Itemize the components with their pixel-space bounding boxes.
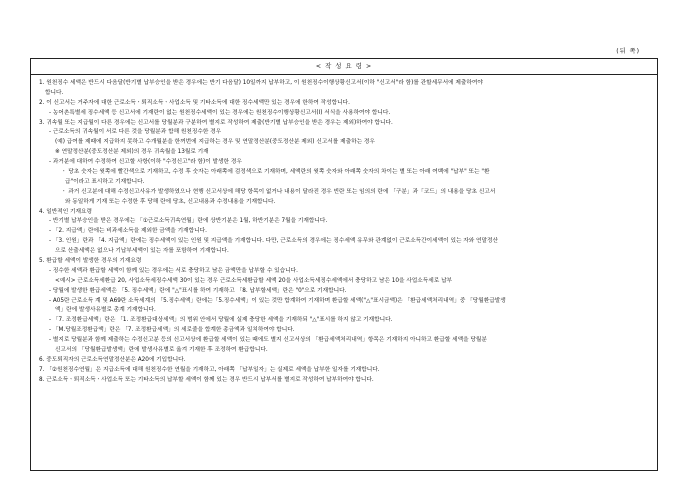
instruction-line: - A05란 근로소득 계 및 A69란 소득세계의 「5.징수세액」란에는「5.징수세액」이 있는 것만 합계하여 기재하며 환급할 세액("△"표시금액)은 「환급세액처리내역」중 「당월환급발생 <box>49 297 506 304</box>
instruction-line: ㆍ 과거 신고분에 대해 수정신고사유가 발생하였으나 현행 신고서상에 해당 항목이 없거나 내용이 달라진 경우 빈란 또는 임의의 란에 「구분」과「코드」의 내용을 당초 신고서 <box>61 188 496 195</box>
instruction-line: 8. 근로소득ㆍ퇴직소득ㆍ사업소득 또는 기타소득의 납부할 세액이 함께 있는 경우 반드시 납부서를 별지로 작성하여 납부하여야 합니다. <box>39 376 374 383</box>
instruction-line: (예) 급여를 제때에 지급하지 못하고 수개월분을 한꺼번에 지급하는 경우 및 연말정산분(중도정산분 제외) 신고서를 제출하는 경우 <box>55 139 375 146</box>
instructions-title: < 작 성 요 령 > <box>31 59 657 75</box>
instruction-line: 6. 중도퇴직자의 근로소득연말정산분은 A20에 기입합니다. <box>39 356 186 363</box>
instruction-line: ※ 연말정산분(중도정산분 제외)의 경우 귀속월을 13월로 기재 <box>55 149 209 156</box>
instruction-line: - 징수한 세액과 환급할 세액이 함께 있는 경우에는 서로 충당하고 남은 금액만을 납부할 수 있습니다. <box>49 267 298 274</box>
instruction-line: - 당월에 발생한 환급세액은 「5. 징수세액」란에 "△"표시를 하여 기재하고 「8. 납부할세액」란은 "0"으로 기재합니다. <box>49 287 347 294</box>
instruction-line: - 「3. 인원」란과 「4. 지급액」란에는 징수세액이 있는 인원 및 지급액을 기재합니다. 다만, 근로소득의 경우에는 징수세액 유무와 관계없이 근로소득간이세액이 있는 자와 연말정산 <box>49 238 499 245</box>
page-side-label: (뒤 쪽) <box>616 48 640 55</box>
instruction-line: 5. 환급할 세액이 발생한 경우의 기재요령 <box>39 258 142 265</box>
instruction-line: - 「7. 조정환급세액」란은 「1. 조정환급대상세액」의 범위 안에서 당월에 실제 충당한 세액을 기재하되 "△"표시를 하지 않고 기재합니다. <box>49 317 393 324</box>
instruction-line: - 「2. 지급액」란에는 비과세소득을 제외한 금액을 기재합니다. <box>49 228 207 235</box>
instruction-line: 와 동일하게 기재 또는 수정한 후 당해 란에 당초, 신고내용과 수정내용을 기재합니다. <box>65 198 276 205</box>
instruction-line: 신고서의 「당월환급발생액」란에 발생사유별로 옮겨 기재한 후 조정하여 환급합니다. <box>55 347 268 354</box>
instructions-content <box>31 75 657 386</box>
instruction-line: - 「M.당월조정환급액」란은 「7. 조정환급세액」의 세로줄을 합계한 총금액과 일치하여야 합니다. <box>49 327 295 334</box>
instruction-line: ㆍ 당초 숫자는 윗쪽에 빨간색으로 기재하고, 수정 후 숫자는 아래쪽에 검정색으로 기재하며, 세액란의 윗쪽 숫자와 아래쪽 숫자의 차이는 별 또는 아래 여백에 "납부" 또는 "환 <box>61 169 490 176</box>
instruction-line: - 과거분에 대하여 수정하여 신고할 사항(이하 "수정신고"라 함)이 발생한 경우 <box>49 159 242 166</box>
instruction-line: - 반기별 납부승인을 받은 경우에는 「①근로소득귀속연월」란에 상반기분은 1월, 하반기분은 7월을 기재합니다. <box>49 218 328 225</box>
instruction-line: 1. 원천징수 세액은 반드시 다음달(반기별 납부승인을 받은 경우에는 반기 다음달) 10일까지 납부하고, 이 원천징수이행상황신고서(이하 "신고서"라 함)를 관할세무서에 제출하여야 <box>39 80 483 86</box>
instruction-line: 급"이라고 표시하고 기재합니다. <box>65 178 145 185</box>
instruction-line: 2. 이 신고서는 거주자에 대한 근로소득ㆍ퇴직소득ㆍ사업소득 및 기타소득에 대한 징수세액만 있는 경우에 한하여 작성합니다. <box>39 99 350 106</box>
instruction-line: 으로 산출세액은 없으나 기납부세액이 있는 자를 포함하여 기재합니다. <box>55 248 229 255</box>
instruction-line: 4. 일반적인 기재요령 <box>39 208 92 215</box>
instruction-line: - 근로소득의 귀속월이 서로 다른 것을 당월분과 합해 원천징수한 경우 <box>49 129 222 136</box>
instructions-box <box>30 58 658 471</box>
instruction-line: 합니다. <box>45 89 64 96</box>
instruction-line: 3. 귀속월 또는 지급월이 다른 경우에는 신고서를 당월분과 구분하여 별지로 작성하여 제출(반기별 납부승인을 받은 경우는 제외)하여야 합니다. <box>39 119 393 126</box>
instruction-line: 7. 「②원천징수연월」은 지급소득에 대해 원천징수한 연월을 기재하고, 아래쪽 「납부일자」는 실제로 세액을 납부한 일자를 기재합니다. <box>39 366 380 373</box>
instruction-line: 액」란에 발생사유별로 총계 기재합니다. <box>55 307 156 314</box>
instruction-line: - 별지로 당월분과 함께 제출하는 수정신고분 등의 신고서상에 환급할 세액이 있는 때에도 별지 신고서상의 「환급세액처리내역」항목은 기재하지 아니하고 환급할 세액을 당월분 <box>49 337 487 344</box>
instruction-line: <예시> 근로소득세환급 20, 사업소득세징수세액 30이 있는 경우 근로소득세환급할 세액 20을 사업소득세징수세액에서 충당하고 남은 10을 사업소득세로 납부 <box>55 277 453 284</box>
instruction-line: - 농어촌특별세 징수세액 등 신고서에 기재란이 없는 원천징수세액이 있는 경우에는 원천징수이행상황신고서(Ⅰ) 서식을 사용하여야 합니다. <box>49 109 391 116</box>
